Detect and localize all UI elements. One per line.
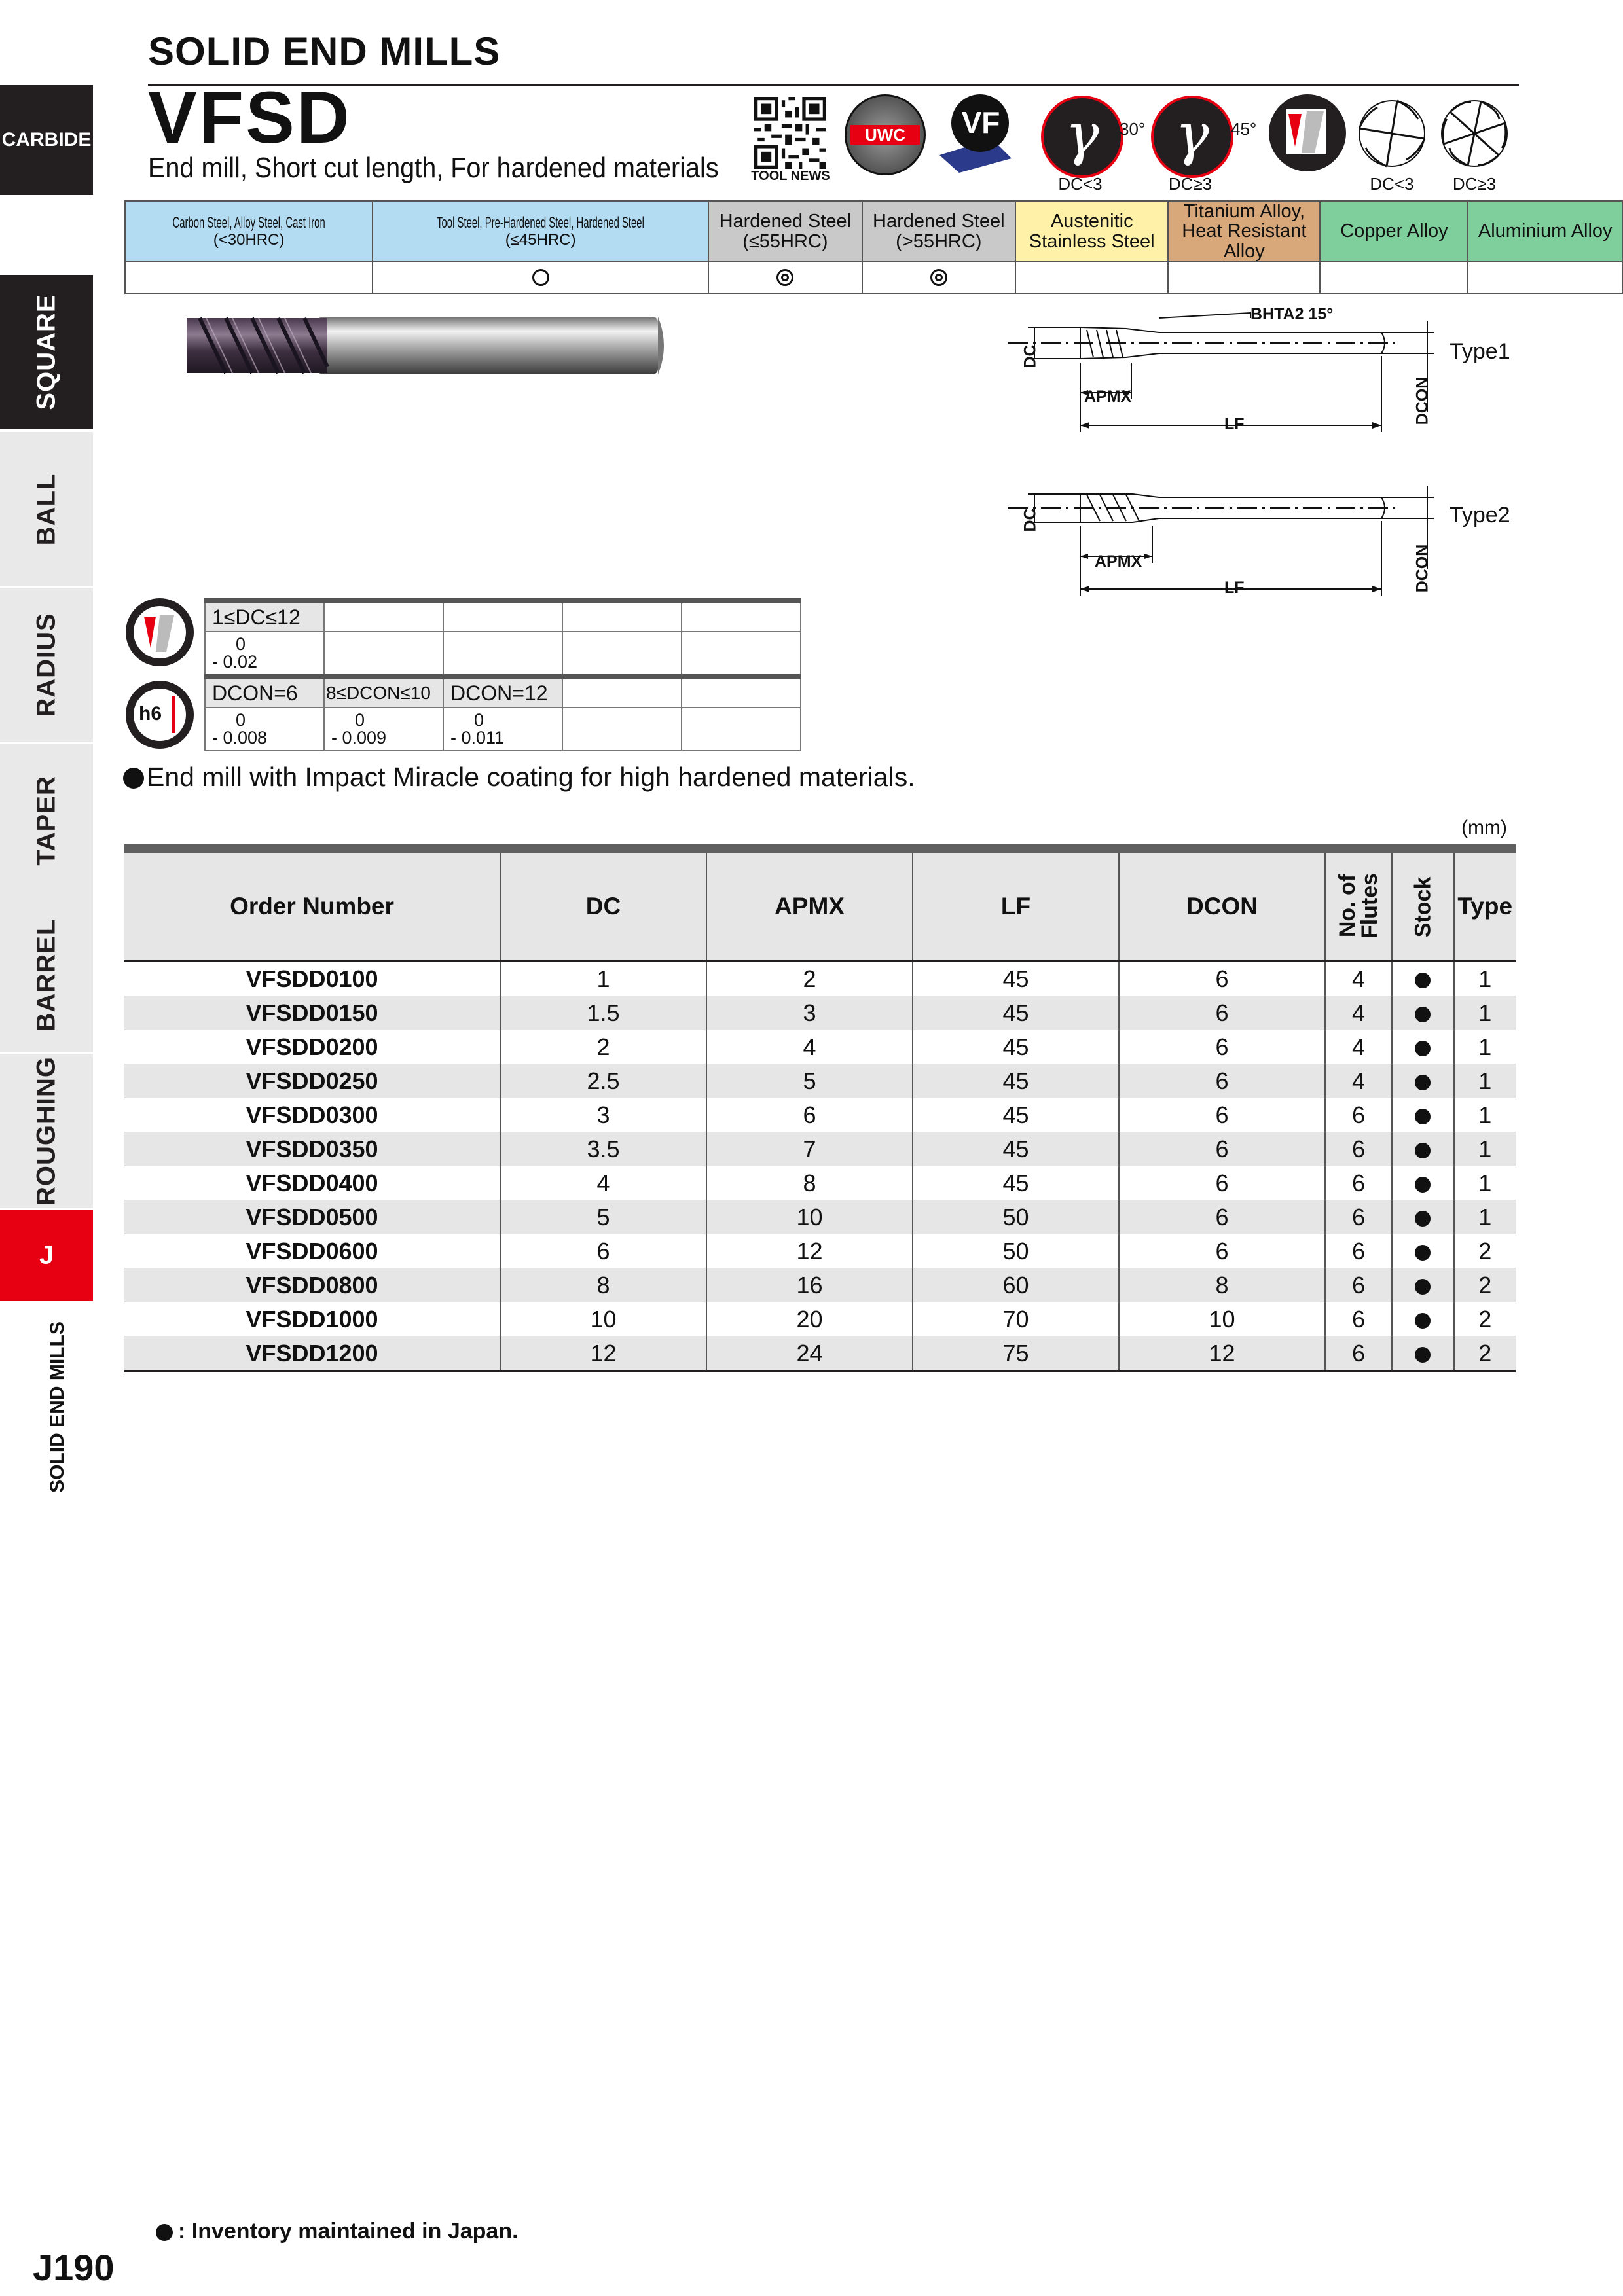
cell-lf: 45 <box>913 996 1119 1030</box>
cell-stock <box>1392 1064 1454 1098</box>
cell-dc: 6 <box>500 1234 706 1268</box>
cell-apmx: 20 <box>706 1302 913 1336</box>
side-tab-label: SQUARE <box>31 294 61 410</box>
cell-apmx: 6 <box>706 1098 913 1132</box>
dcon-header-2: 8≤DCON≤10 <box>324 677 443 708</box>
cell-type: 1 <box>1454 1166 1516 1200</box>
dcon-header-1: DCON=6 <box>205 677 324 708</box>
table-row <box>124 961 1516 996</box>
cell-stock <box>1392 1200 1454 1234</box>
table-row <box>124 1132 1516 1166</box>
side-tab-square[interactable] <box>0 275 93 431</box>
material-4: Hardened Steel (>55HRC) <box>862 201 1016 262</box>
material-1: Carbon Steel, Alloy Steel, Cast Iron (<30HRC) <box>125 201 373 262</box>
shank-arrow-icon <box>172 696 175 733</box>
cell-stock <box>1392 961 1454 996</box>
cell-dcon: 6 <box>1119 1200 1325 1234</box>
cell-flutes: 6 <box>1325 1268 1392 1302</box>
cell-flutes: 6 <box>1325 1200 1392 1234</box>
material-suitability-3 <box>708 262 862 293</box>
stock-dot-icon <box>1415 1347 1431 1363</box>
stock-dot-icon <box>1415 1143 1431 1158</box>
cell-stock <box>1392 1302 1454 1336</box>
table-row <box>124 1336 1516 1372</box>
helix-angle-icon <box>1041 96 1123 178</box>
cell-lf: 45 <box>913 1132 1119 1166</box>
double-circle-icon <box>776 269 793 286</box>
cell-lf: 60 <box>913 1268 1119 1302</box>
table-row <box>124 1098 1516 1132</box>
tolerance-table <box>204 598 801 751</box>
cutting-edge-icon <box>126 598 194 666</box>
header-lf: LF <box>913 849 1119 961</box>
four-flute-icon <box>1355 97 1429 170</box>
cell-dc: 3.5 <box>500 1132 706 1166</box>
cell-stock <box>1392 1268 1454 1302</box>
material-suitability-2 <box>373 262 708 293</box>
side-tab-ball[interactable] <box>0 432 93 588</box>
dcon-label-type1: DCON <box>1413 376 1432 425</box>
cell-apmx: 2 <box>706 961 913 996</box>
double-circle-icon <box>930 269 947 286</box>
six-flute-caption: DC≥3 <box>1452 174 1497 194</box>
material-suitability-4 <box>862 262 1016 293</box>
six-flute-icon <box>1438 97 1511 170</box>
apmx-label-type2: APMX <box>1095 552 1142 571</box>
cell-dcon: 6 <box>1119 1064 1325 1098</box>
cell-type: 1 <box>1454 1030 1516 1064</box>
cell-flutes: 4 <box>1325 1064 1392 1098</box>
dcon-label-type2: DCON <box>1413 544 1432 593</box>
cell-dcon: 6 <box>1119 961 1325 996</box>
stock-dot-icon <box>1415 1313 1431 1329</box>
cell-lf: 70 <box>913 1302 1119 1336</box>
bullet-icon <box>123 768 144 789</box>
table-row <box>124 1200 1516 1234</box>
cell-apmx: 8 <box>706 1166 913 1200</box>
table-row <box>124 996 1516 1030</box>
cell-apmx: 10 <box>706 1200 913 1234</box>
cell-dc: 4 <box>500 1166 706 1200</box>
header-flutes: No. of Flutes <box>1325 849 1392 961</box>
cell-stock <box>1392 1098 1454 1132</box>
material-suitability-8 <box>1468 262 1622 293</box>
cell-type: 1 <box>1454 1132 1516 1166</box>
cell-flutes: 6 <box>1325 1302 1392 1336</box>
cell-dcon: 6 <box>1119 1132 1325 1166</box>
cell-lf: 45 <box>913 1030 1119 1064</box>
cell-lf: 45 <box>913 1166 1119 1200</box>
table-row <box>124 1166 1516 1200</box>
lf-label-type2: LF <box>1224 579 1245 597</box>
cell-order: VFSDD0350 <box>124 1132 500 1166</box>
cell-dcon: 6 <box>1119 1234 1325 1268</box>
material-8: Aluminium Alloy <box>1468 201 1622 262</box>
cell-dcon: 8 <box>1119 1268 1325 1302</box>
cell-dcon: 6 <box>1119 996 1325 1030</box>
cell-dcon: 6 <box>1119 1166 1325 1200</box>
cell-dcon: 10 <box>1119 1302 1325 1336</box>
header-stock: Stock <box>1392 849 1454 961</box>
cell-flutes: 4 <box>1325 1030 1392 1064</box>
title-rule <box>148 84 1519 86</box>
cell-order: VFSDD0100 <box>124 961 500 996</box>
tool-news-caption: TOOL NEWS <box>751 169 830 183</box>
cell-order: VFSDD0200 <box>124 1030 500 1064</box>
helix-angle-30: 30° <box>1120 119 1146 139</box>
header-dc: DC <box>500 849 706 961</box>
side-tab-taper[interactable] <box>0 744 93 900</box>
table-row <box>124 1234 1516 1268</box>
h6-shank-icon <box>126 681 194 749</box>
side-tab-label: CARBIDE <box>1 129 92 151</box>
cell-order: VFSDD1200 <box>124 1336 500 1372</box>
stock-dot-icon <box>1415 1075 1431 1090</box>
cell-stock <box>1392 1132 1454 1166</box>
unit-label: (mm) <box>1461 817 1507 838</box>
stock-dot-icon <box>1415 1279 1431 1295</box>
apmx-label-type1: APMX <box>1084 387 1132 406</box>
cell-flutes: 4 <box>1325 961 1392 996</box>
cell-order: VFSDD0150 <box>124 996 500 1030</box>
table-row <box>124 1064 1516 1098</box>
cell-dc: 5 <box>500 1200 706 1234</box>
cell-lf: 50 <box>913 1200 1119 1234</box>
cell-apmx: 3 <box>706 996 913 1030</box>
material-suitability-5 <box>1015 262 1168 293</box>
cell-dc: 2 <box>500 1030 706 1064</box>
stock-dot-icon <box>1415 1245 1431 1261</box>
dc-range: 1≤DC≤12 <box>205 601 324 632</box>
cell-flutes: 6 <box>1325 1166 1392 1200</box>
cell-dc: 8 <box>500 1268 706 1302</box>
dc-label-type2: DC <box>1021 508 1040 532</box>
qr-code-icon[interactable] <box>754 97 826 169</box>
gamma-icon: γ <box>1065 102 1099 168</box>
dcon-tolerance-1: 0 - 0.008 <box>205 708 324 751</box>
cell-stock <box>1392 996 1454 1030</box>
cell-apmx: 4 <box>706 1030 913 1064</box>
cell-apmx: 16 <box>706 1268 913 1302</box>
cell-type: 1 <box>1454 1200 1516 1234</box>
cell-order: VFSDD0300 <box>124 1098 500 1132</box>
dcon-tolerance-3: 0 - 0.011 <box>443 708 562 751</box>
dc-tolerance-value: 0 - 0.02 <box>205 632 324 677</box>
end-mill-shape-icon <box>1269 94 1346 171</box>
cell-lf: 45 <box>913 1098 1119 1132</box>
cell-order: VFSDD0250 <box>124 1064 500 1098</box>
cell-dc: 1.5 <box>500 996 706 1030</box>
stock-dot-icon <box>1415 1007 1431 1022</box>
cell-apmx: 12 <box>706 1234 913 1268</box>
inventory-footnote: : Inventory maintained in Japan. <box>156 2219 519 2244</box>
section-title: SOLID END MILLS <box>148 29 501 73</box>
cell-stock <box>1392 1336 1454 1372</box>
dcon-tolerance-2: 0 - 0.009 <box>324 708 443 751</box>
cell-dc: 2.5 <box>500 1064 706 1098</box>
cell-type: 2 <box>1454 1302 1516 1336</box>
side-tab-j[interactable] <box>0 1210 93 1303</box>
cutting-edge-icon <box>1269 94 1346 171</box>
stock-dot-icon <box>1415 973 1431 988</box>
cell-order: VFSDD1000 <box>124 1302 500 1336</box>
header-type: Type <box>1454 849 1516 961</box>
cell-dcon: 12 <box>1119 1336 1325 1372</box>
vf-label: VF <box>961 105 1000 139</box>
cell-lf: 45 <box>913 961 1119 996</box>
type1-label: Type1 <box>1450 339 1510 364</box>
cell-type: 1 <box>1454 961 1516 996</box>
cell-dcon: 6 <box>1119 1098 1325 1132</box>
side-tab-label: J <box>39 1240 54 1270</box>
page-number: J190 <box>33 2247 115 2288</box>
material-3: Hardened Steel (≤55HRC) <box>708 201 862 262</box>
uwc-icon <box>845 94 926 175</box>
circle-icon <box>532 269 549 286</box>
cell-flutes: 6 <box>1325 1132 1392 1166</box>
cell-type: 2 <box>1454 1336 1516 1372</box>
helix-30-caption: DC<3 <box>1058 174 1103 194</box>
header-order-number: Order Number <box>124 849 500 961</box>
cell-order: VFSDD0400 <box>124 1166 500 1200</box>
cell-stock <box>1392 1030 1454 1064</box>
header-apmx: APMX <box>706 849 913 961</box>
material-suitability-table <box>124 200 1623 294</box>
cell-flutes: 4 <box>1325 996 1392 1030</box>
side-tab-label: BALL <box>31 473 61 546</box>
cell-type: 2 <box>1454 1268 1516 1302</box>
model-name: VFSD <box>148 77 352 158</box>
cell-dcon: 6 <box>1119 1030 1325 1064</box>
side-tab-radius[interactable] <box>0 588 93 744</box>
helix-angle-45: 45° <box>1231 119 1257 139</box>
side-tab-carbide[interactable] <box>0 85 93 197</box>
cell-stock <box>1392 1166 1454 1200</box>
feature-note: End mill with Impact Miracle coating for high hardened materials. <box>123 762 915 793</box>
side-tab-label: RADIUS <box>31 613 61 717</box>
type2-label: Type2 <box>1450 503 1510 528</box>
cell-flutes: 6 <box>1325 1098 1392 1132</box>
four-flute-caption: DC<3 <box>1370 174 1414 194</box>
material-suitability-6 <box>1168 262 1320 293</box>
end-mill-product-image <box>187 314 671 377</box>
cell-type: 2 <box>1454 1234 1516 1268</box>
cell-lf: 50 <box>913 1234 1119 1268</box>
cell-type: 1 <box>1454 1098 1516 1132</box>
stock-dot-icon <box>156 2224 173 2241</box>
material-suitability-7 <box>1320 262 1468 293</box>
cell-dc: 3 <box>500 1098 706 1132</box>
table-row <box>124 1268 1516 1302</box>
material-6: Titanium Alloy, Heat Resistant Alloy <box>1168 201 1320 262</box>
side-tab-label: ROUGHING <box>31 1056 61 1206</box>
stock-dot-icon <box>1415 1177 1431 1193</box>
stock-dot-icon <box>1415 1109 1431 1124</box>
cell-dc: 10 <box>500 1302 706 1336</box>
material-suitability-1 <box>125 262 373 293</box>
model-subtitle: End mill, Short cut length, For hardened materials <box>148 152 719 184</box>
stock-dot-icon <box>1415 1041 1431 1056</box>
cell-flutes: 6 <box>1325 1234 1392 1268</box>
side-caption: SOLID END MILLS <box>46 1321 68 1493</box>
cell-apmx: 5 <box>706 1064 913 1098</box>
product-table <box>124 844 1516 1372</box>
side-tab-label: BARREL <box>31 918 61 1032</box>
gamma-icon: γ <box>1175 102 1209 168</box>
material-7: Copper Alloy <box>1320 201 1468 262</box>
side-tab-barrel[interactable] <box>0 898 93 1054</box>
cell-apmx: 24 <box>706 1336 913 1372</box>
helix-45-caption: DC≥3 <box>1168 174 1213 194</box>
helix-angle-icon <box>1151 96 1233 178</box>
material-5: Austenitic Stainless Steel <box>1015 201 1168 262</box>
cell-dc: 12 <box>500 1336 706 1372</box>
stock-dot-icon <box>1415 1211 1431 1227</box>
material-2: Tool Steel, Pre-Hardened Steel, Hardened Steel (≤45HRC) <box>373 201 708 262</box>
cell-stock <box>1392 1234 1454 1268</box>
dcon-header-3: DCON=12 <box>443 677 562 708</box>
side-tab-label: TAPER <box>31 776 61 866</box>
dc-label-type1: DC <box>1021 344 1040 368</box>
bhta-label: BHTA2 15° <box>1250 305 1334 323</box>
cell-lf: 75 <box>913 1336 1119 1372</box>
side-tab-roughing[interactable] <box>0 1054 93 1210</box>
cell-type: 1 <box>1454 996 1516 1030</box>
table-row <box>124 1302 1516 1336</box>
cell-lf: 45 <box>913 1064 1119 1098</box>
cell-flutes: 6 <box>1325 1336 1392 1372</box>
table-row <box>124 1030 1516 1064</box>
header-dcon: DCON <box>1119 849 1325 961</box>
cell-order: VFSDD0500 <box>124 1200 500 1234</box>
h6-label: h6 <box>139 703 162 725</box>
cell-order: VFSDD0800 <box>124 1268 500 1302</box>
lf-label-type1: LF <box>1224 415 1245 433</box>
uwc-label: UWC <box>850 125 920 145</box>
cell-apmx: 7 <box>706 1132 913 1166</box>
cell-type: 1 <box>1454 1064 1516 1098</box>
cell-order: VFSDD0600 <box>124 1234 500 1268</box>
cell-dc: 1 <box>500 961 706 996</box>
dc-tolerance-icon <box>126 598 194 666</box>
